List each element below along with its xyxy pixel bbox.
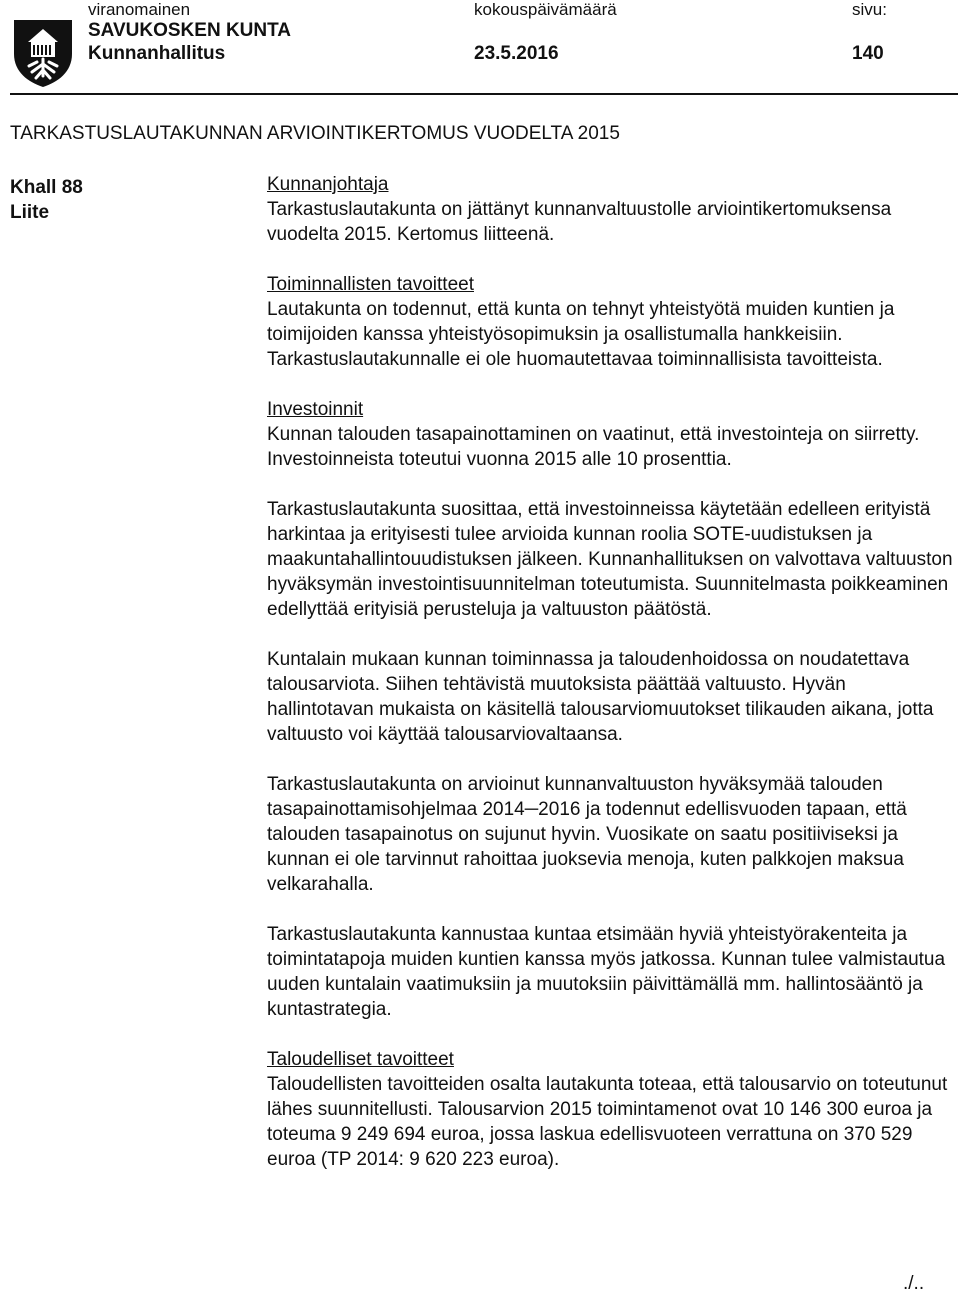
document-title: TARKASTUSLAUTAKUNNAN ARVIOINTIKERTOMUS VUODELTA 2015 [10, 123, 620, 144]
paragraph-investment-recommendation: Tarkastuslautakunta suosittaa, että investoinneissa käytetään edelleen erityistä harkintaa ja erityisesti tulee arvioida kunnan roolia SOTE-uudistuksen ja maakuntahallintouudistuksen jälkeen. Kunnanhallituksen on valvottava valtuuston hyväksymän investointisuunnitelman toteutumista. Suunnitelmasta poikkeaminen edellyttää erityisiä perusteluja ja valtuuston päätöstä. [267, 499, 953, 620]
section-heading: Investoinnit [267, 399, 364, 420]
document-body [267, 172, 957, 1172]
section-heading: Toiminnallisten tavoitteet [267, 274, 474, 295]
section-text: Lautakunta on todennut, että kunta on tehnyt yhteistyötä muiden kuntien ja toimijoiden kanssa yhteistyösopimuksin ja osallistumalla hankkeisiin. Tarkastuslautakunnalle ei ole huomautettavaa toiminnallisista tavoitteista. [267, 299, 895, 370]
section-text: Tarkastuslautakunta on jättänyt kunnanvaltuustolle arviointikertomuksensa vuodelta 2015. Kertomus liitteenä. [267, 199, 892, 245]
section-taloudelliset-tavoitteet [267, 1047, 957, 1172]
municipal-coat-of-arms-logo [12, 18, 74, 88]
header-viranomainen-label: viranomainen [88, 0, 191, 19]
section-text: Taloudellisten tavoitteiden osalta lautakunta toteaa, että talousarvio on toteutunut lähes suunnitellusti. Talousarvion 2015 toimintamenot ovat 10 146 300 euroa ja toteuma 9 249 694 euroa, jossa laskua edellisvuoteen verrattuna on 370 529 euroa (TP 2014: 9 620 223 euroa). [267, 1074, 948, 1170]
section-heading: Taloudelliset tavoitteet [267, 1049, 454, 1070]
paragraph-budget-compliance: Kuntalain mukaan kunnan toiminnassa ja taloudenhoidossa on noudatettava talousarviota. Siihen tehtävistä muutoksista päättää valtuusto. Hyvän hallintotavan mukaista on käsitellä talousarviomuutokset tilikauden aikana, jotta valtuusto voi käyttää talousarviovaltaansa. [267, 649, 934, 745]
header-divider [10, 93, 958, 95]
header-page-label: sivu: [852, 0, 887, 19]
paragraph-balancing-programme: Tarkastuslautakunta on arvioinut kunnanvaltuuston hyväksymää talouden tasapainottamisohjelmaa 2014─2016 ja todennut edellisvuoden tapaan, että talouden tasapainotus on sujunut hyvin. Vuosikate on saatu positiiviseksi ja kunnan ei ole tarvinnut rahoittaa juoksevia menoja, kuten palkkojen maksua velkarahalla. [267, 774, 907, 895]
section-investoinnit [267, 397, 957, 472]
organization-name: SAVUKOSKEN KUNTA [88, 20, 292, 41]
paragraph-cooperation: Tarkastuslautakunta kannustaa kuntaa etsimään hyviä yhteistyörakenteita ja toimintatapoja muiden kuntien kanssa myös jatkossa. Kunnan tulee valmistautua uuden kuntalain vaatimuksiin ja muutoksiin päivittämällä mm. hallintosääntö ja kuntastrategia. [267, 924, 946, 1020]
attachment-label: Liite [10, 202, 50, 223]
page-number: 140 [852, 43, 884, 64]
authority-name: Kunnanhallitus [88, 43, 226, 64]
meeting-date: 23.5.2016 [474, 43, 559, 64]
continuation-mark: ./.. [903, 1273, 925, 1294]
section-toiminnalliset-tavoitteet [267, 272, 957, 372]
section-kunnanjohtaja [267, 172, 957, 247]
section-text: Kunnan talouden tasapainottaminen on vaatinut, että investointeja on siirretty. Investoinneista toteutui vuonna 2015 alle 10 prosenttia. [267, 424, 920, 470]
reference-number: Khall 88 [10, 177, 83, 198]
header-date-label: kokouspäivämäärä [474, 0, 617, 19]
section-heading: Kunnanjohtaja [267, 174, 389, 195]
